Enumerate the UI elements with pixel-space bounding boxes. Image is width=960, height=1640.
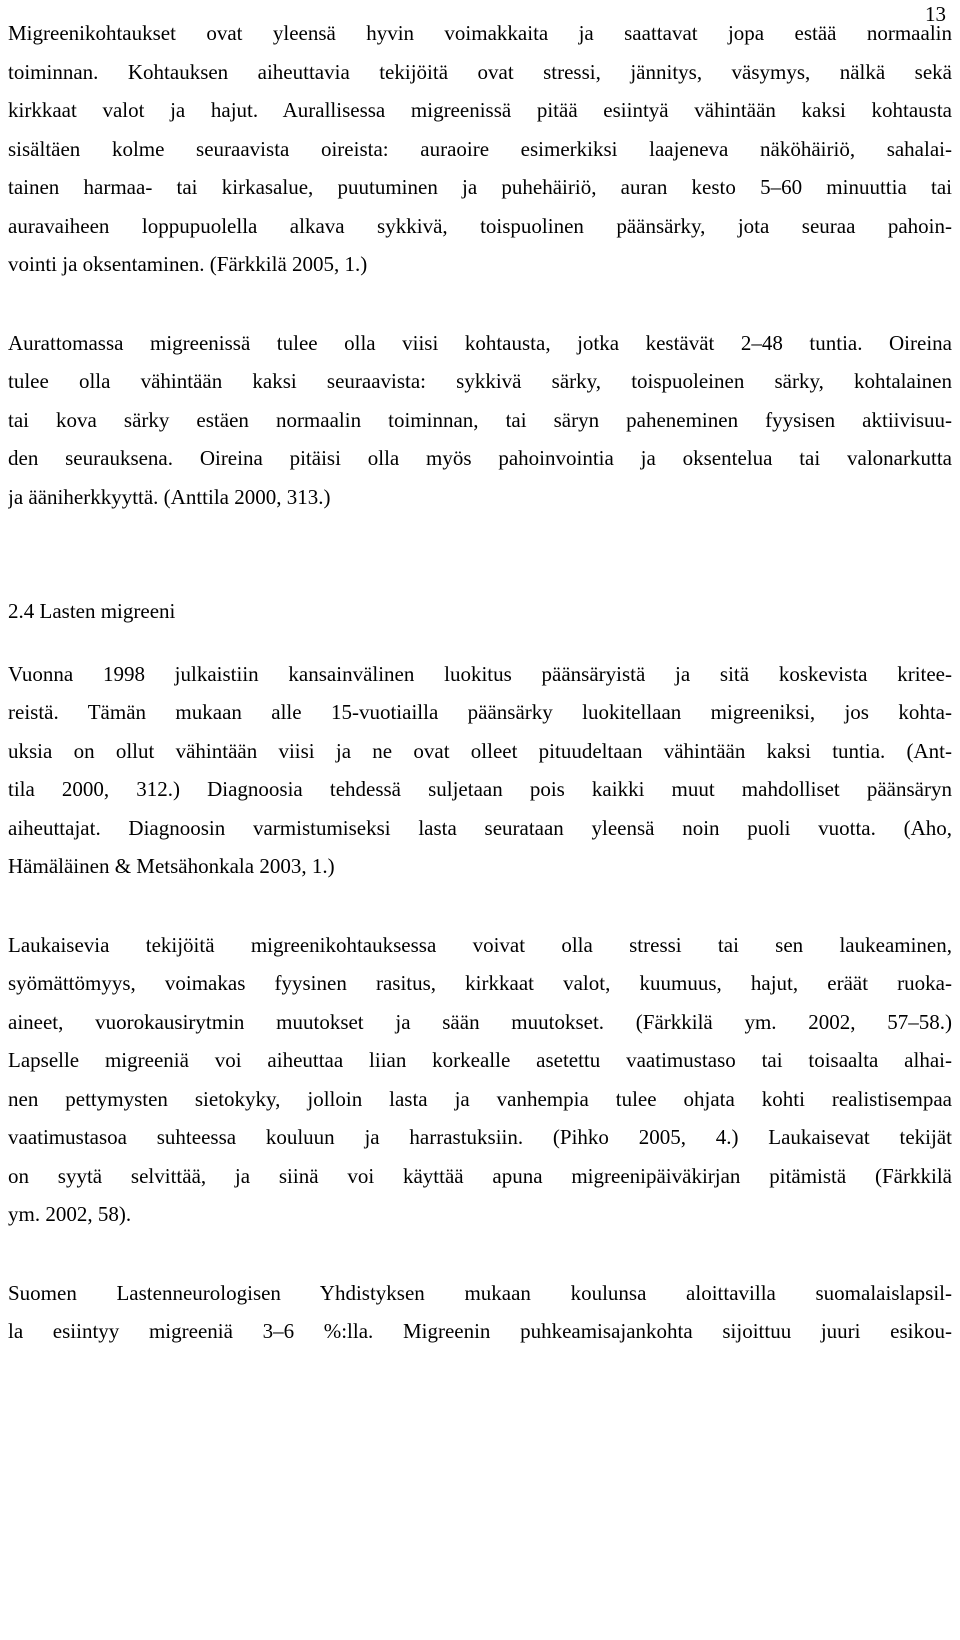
text-line: la esiintyy migreeniä 3–6 %:lla. Migreenin puhkeamisajankohta sijoittuu juuri esikou- (8, 1319, 952, 1343)
document-body (8, 14, 952, 1351)
paragraph (8, 926, 952, 1234)
text-line: syömättömyys, voimakas fyysinen rasitus, kirkkaat valot, kuumuus, hajut, eräät ruoka- (8, 971, 952, 995)
text-line: tai kova särky estäen normaalin toiminnan, tai säryn paheneminen fyysisen aktiivisuu- (8, 407, 952, 432)
text-line: tila 2000, 312.) Diagnoosia tehdessä suljetaan pois kaikki muut mahdolliset päänsäryn (8, 777, 952, 801)
text-line: Laukaisevia tekijöitä migreenikohtauksessa voivat olla stressi tai sen laukeaminen, (8, 932, 952, 957)
text-line: Lapselle migreeniä voi aiheuttaa liian korkealle asetettu vaatimustaso tai toisaalta alhai- (8, 1048, 952, 1072)
text-line: nen pettymysten sietokyky, jolloin lasta ja vanhempia tulee ohjata kohti realistisempaa (8, 1086, 952, 1111)
text-line: toiminnan. Kohtauksen aiheuttavia tekijöitä ovat stressi, jännitys, väsymys, nälkä sekä (8, 59, 952, 84)
paragraph (8, 324, 952, 517)
paragraph (8, 655, 952, 886)
paragraph (8, 14, 952, 284)
paragraph (8, 1274, 952, 1351)
text-line: aiheuttajat. Diagnoosin varmistumiseksi lasta seurataan yleensä noin puoli vuotta. (Aho, (8, 815, 952, 840)
page-number: 13 (925, 2, 946, 26)
text-line: Suomen Lastenneurologisen Yhdistyksen mukaan koulunsa aloittavilla suomalaislapsil- (8, 1280, 952, 1305)
section-heading: 2.4 Lasten migreeni (8, 599, 176, 623)
text-line: Aurattomassa migreenissä tulee olla viisi kohtausta, jotka kestävät 2–48 tuntia. Oireina (8, 330, 952, 355)
text-line: vaatimustasoa suhteessa kouluun ja harrastuksiin. (Pihko 2005, 4.) Laukaisevat tekijät (8, 1125, 952, 1149)
text-line: Hämäläinen & Metsähonkala 2003, 1.) (8, 854, 335, 878)
text-line: den seurauksena. Oireina pitäisi olla myös pahoinvointia ja oksentelua tai valonarkutta (8, 446, 952, 470)
text-line: tulee olla vähintään kaksi seuraavista: sykkivä särky, toispuoleinen särky, kohtalainen (8, 369, 952, 393)
text-line: Migreenikohtaukset ovat yleensä hyvin voimakkaita ja saattavat jopa estää normaalin (8, 21, 952, 45)
text-line: vointi ja oksentaminen. (Färkkilä 2005, 1.) (8, 252, 368, 276)
text-line: ja ääniherkkyyttä. (Anttila 2000, 313.) (8, 484, 331, 509)
text-line: sisältäen kolme seuraavista oireista: auraoire esimerkiksi laajeneva näköhäiriö, sahalai- (8, 136, 952, 161)
text-line: Vuonna 1998 julkaistiin kansainvälinen luokitus päänsäryistä ja sitä koskevista kritee- (8, 661, 952, 686)
text-line: tainen harmaa- tai kirkasalue, puutuminen ja puhehäiriö, auran kesto 5–60 minuuttia tai (8, 175, 952, 199)
text-line: on syytä selvittää, ja siinä voi käyttää apuna migreenipäiväkirjan pitämistä (Färkkilä (8, 1163, 952, 1188)
text-line: ym. 2002, 58). (8, 1202, 132, 1226)
text-line: kirkkaat valot ja hajut. Aurallisessa migreenissä pitää esiintyä vähintään kaksi kohtausta (8, 98, 952, 122)
text-line: aineet, vuorokausirytmin muutokset ja sään muutokset. (Färkkilä ym. 2002, 57–58.) (8, 1009, 952, 1034)
text-line: reistä. Tämän mukaan alle 15-vuotiailla päänsärky luokitellaan migreeniksi, jos kohta- (8, 700, 952, 724)
text-line: auravaiheen loppupuolella alkava sykkivä, toispuolinen päänsärky, jota seuraa pahoin- (8, 213, 952, 238)
text-line: uksia on ollut vähintään viisi ja ne ovat olleet pituudeltaan vähintään kaksi tuntia. (Ant- (8, 738, 952, 763)
